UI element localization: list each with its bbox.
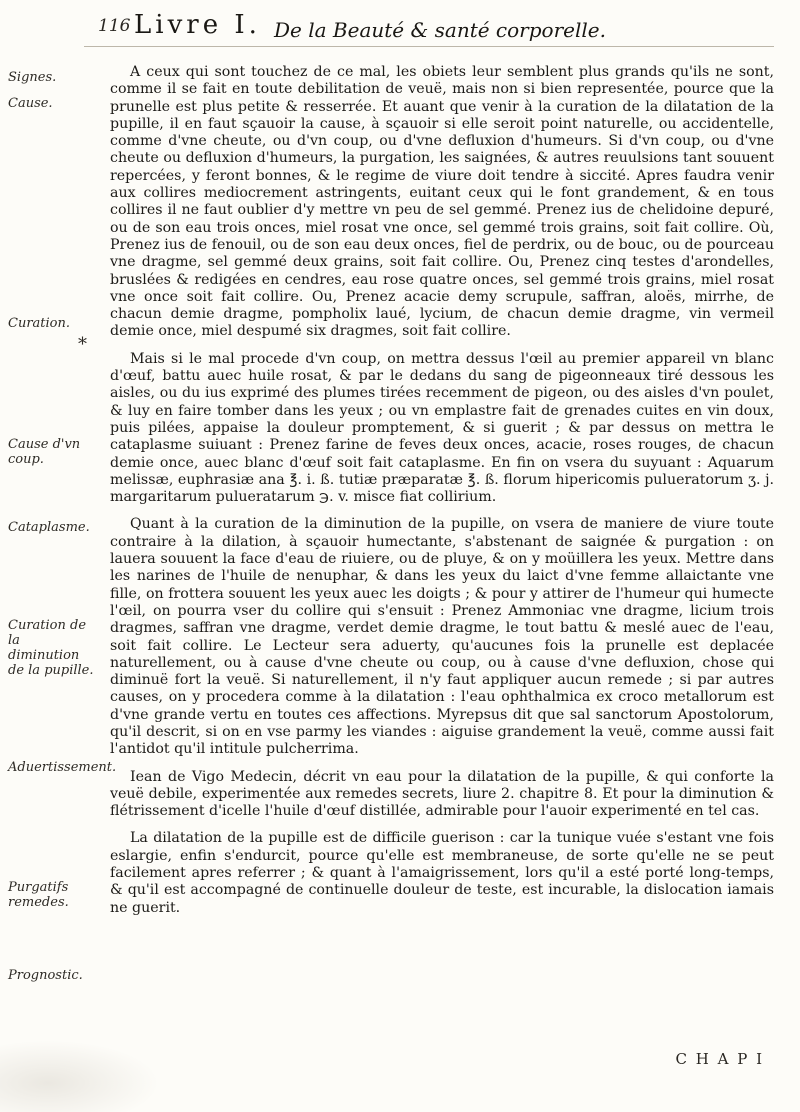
margin-note-cataplasme: Cataplasme. — [8, 520, 90, 535]
paragraph-diminution: Quant à la curation de la diminution de la pupille, on vsera de maniere de viure toute contraire à la dilation, à sçauoir humectante, s'abstenant de saignée & purgation : on lauera souuent la face d'eau de riuiere, ou de pluye, & on y moüillera les yeux. Mettre dans les narines de l'huile de nenuphar, & dans les yeux du laict d'vne femme allaictante vne fille, on frottera souuent les yeux auec les doigts ; & pour y attirer de l'humeur qui humecte l'œil, on pourra vser du collire qui s'ensuit : Prenez Ammoniac vne dragme, licium trois dragmes, saffran vne dragme, verdet demie dragme, le tout battu & meslé auec de l'eau, soit fait collire. Le Lecteur sera aduerty, qu'aucunes fois la prunelle est deplacée naturellement, ou à cause d'vne cheute ou coup, ou à cause d'vne defluxion, chose qui diminuë fort la veuë. Si naturellement, il n'y faut appliquer aucun remede ; si par autres causes, on y procedera comme à la dilatation : l'eau ophthalmica ex croco metallorum est d'vne grande vertu en toutes ces affections. Myrepsus dit que sal sanctorum Apostolorum, qu'il descrit, si on en vse parmy les viandes : aiguise grandement la veuë, comme aussi fait l'antidot qu'il intitule pulcherrima. — [110, 516, 774, 758]
running-title: De la Beauté & santé corporelle. — [274, 18, 606, 42]
margin-note-cause: Cause. — [8, 96, 53, 111]
paragraph-vigo: Iean de Vigo Medecin, décrit vn eau pour la dilatation de la pupille, & qui conforte la veuë debile, experimentée aux remedes secrets, liure 2. chapitre 8. Et pour la diminution & flétrissement d'icelle l'huile d'œuf distillée, admirable pour l'auoir experimenté en tel cas. — [110, 768, 774, 820]
main-text — [110, 64, 774, 927]
paragraph-dilatation: A ceux qui sont touchez de ce mal, les obiets leur semblent plus grands qu'ils ne sont, comme il se fait en toute debilitation de veuë, mais non si bien representée, pource que la prunelle est plus petite & resserrée. Et auant que venir à la curation de la dilatation de la pupille, il en faut sçauoir la cause, à sçauoir si elle seroit point naturelle, ou accidentelle, comme d'vne cheute, ou d'vn coup, ou d'vne defluxion d'humeurs. Si d'vn coup, ou d'vne cheute ou defluxion d'humeurs, la purgation, les saignées, & autres reuulsions tant souuent repercées, y feront bonnes, & le regime de viure doit tendre à siccité. Apres faudra venir aux collires mediocrement astringents, euitant ceux qui le font grandement, & en tous collires il ne faut oublier d'y mettre vn peu de sel gemmé. Prenez ius de chelidoine depuré, ou de son eau trois onces, miel rosat vne once, sel gemmé trois grains, soit fait collire. Où, Prenez ius de fenouil, ou de son eau deux onces, fiel de perdrix, ou de bouc, ou de pourceau vne dragme, sel gemmé deux grains, soit fait collire. Ou, Prenez cinq testes d'arondelles, bruslées & redigées en cendres, eau rose quatre onces, sel gemmé trois grains, miel rosat vne once soit fait collire. Ou, Prenez acacie demy scrupule, saffran, aloës, mirrhe, de chacun demie dragme, pompholix laué, lycium, de chacun demie dragme, vin vermeil demie once, miel despumé six dragmes, soit fait collire. — [110, 64, 774, 340]
page-header — [84, 6, 774, 47]
catchword: C H A P I — [675, 1050, 764, 1068]
margin-note-aduertissement: Aduertissement. — [8, 760, 117, 775]
margin-note-purgatifs: Purgatifs remedes. — [8, 880, 69, 910]
margin-note-curation-pupille: Curation de la diminution de la pupille. — [8, 618, 94, 678]
margin-note-cause-coup: Cause d'vn coup. — [8, 437, 81, 467]
paragraph-coup: Mais si le mal procede d'vn coup, on mettra dessus l'œil au premier appareil vn blanc d'œuf, battu auec huile rosat, & par le dedans du sang de pigeonneaux tiré dessous les aisles, ou du ius exprimé des plumes tirées recemment de pigeon, ou des aisles d'vn poulet, & luy en faire tomber dans les yeux ; ou vn emplastre fait de grenades cuites en vin doux, puis pilées, appaise la douleur promptement, & si guerit ; & par dessus on mettra le cataplasme suiuant : Prenez farine de feves deux onces, acacie, roses rouges, de chacun demie once, auec blanc d'œuf soit fait cataplasme. En fin on vsera du suyuant : Aquarum melissæ, euphrasiæ ana ℥. i. ß. tutiæ præparatæ ℥. ß. florum hipericomis pulueratorum ʒ. j. margaritarum pulueratarum ℈. v. misce fiat collirium. — [110, 350, 774, 506]
paragraph-prognostic: La dilatation de la pupille est de difficile guerison : car la tunique vuée s'estant vne fois eslargie, enfin s'endurcit, pource qu'elle est membraneuse, de sorte qu'elle ne se peut facilement apres referrer ; & quant à l'amaigrissement, lors qu'il a esté porté long-temps, & qu'il est accompagné de continuelle douleur de teste, est incurable, la dislocation iamais ne guerit. — [110, 830, 774, 916]
margin-note-curation: Curation. — [8, 316, 70, 331]
margin-note-signes: Signes. — [8, 70, 57, 85]
paper-stain — [0, 1040, 160, 1112]
running-head: Livre I. — [134, 10, 261, 40]
page-number: 116 — [98, 16, 131, 36]
margin-note-prognostic: Prognostic. — [8, 968, 83, 983]
asterisk-mark: * — [78, 334, 87, 355]
